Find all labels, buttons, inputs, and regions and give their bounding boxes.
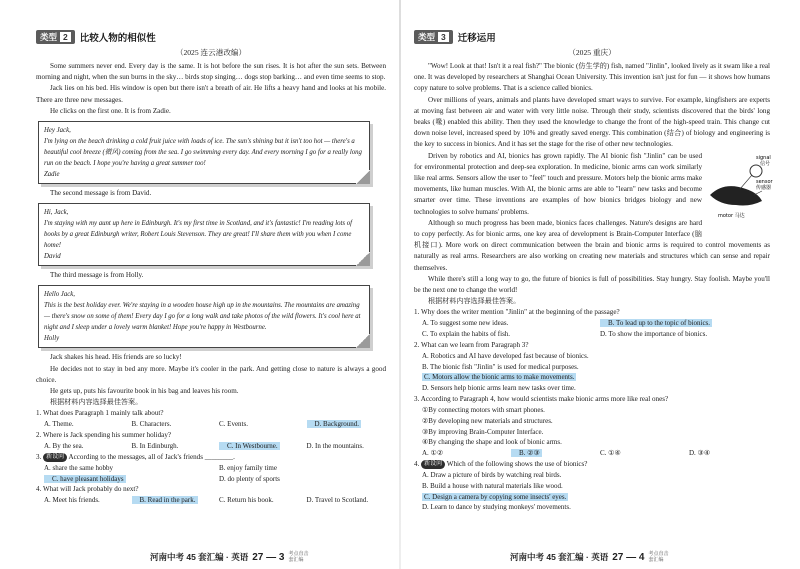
option[interactable]: B. In Edinburgh.: [131, 442, 179, 451]
type-tag: 类型 2: [36, 30, 75, 44]
paragraph: He clicks on the first one. It is from Zadie.: [50, 106, 171, 115]
page-fold-icon: [356, 170, 370, 184]
option[interactable]: A. By the sea.: [44, 442, 84, 451]
option[interactable]: A. Robotics and AI have developed fast because of bionics.: [422, 351, 589, 360]
question-1: 1. What does Paragraph 1 mainly talk about?: [36, 409, 164, 418]
paragraph: Jack lies on his bed. His window is open but there isn't a breath of air. He lifts a heavy hand and looks at his mobile. There are three new messages.: [36, 84, 386, 104]
option-answer[interactable]: B. To lead up to the topic of bionics.: [592, 318, 770, 329]
option[interactable]: D. In the mountains.: [306, 442, 364, 451]
option[interactable]: D. Sensors help bionic arms learn new tasks over time.: [422, 384, 576, 393]
option-answer[interactable]: C. In Westbourne.: [211, 441, 299, 452]
page-fold-icon: [356, 334, 370, 348]
option[interactable]: B. Build a house with natural materials like wood.: [422, 481, 563, 490]
paragraph: "Wow! Look at that! Isn't it a real fish?" The bionic (仿生学的) fish, named "Jinlin", looked lively as it swam like a real one. It was developed by researchers at Shanghai Ocean University. This invention isn't just for fun — it shows how humans copy nature to solve problems. That is a science called bionics.: [414, 62, 770, 93]
option-answer[interactable]: C. Motors allow the bionic arms to make movements.: [424, 373, 575, 382]
motor-label: motor 马达: [718, 212, 745, 219]
option[interactable]: C. Events.: [219, 420, 248, 429]
question-3: 3. 新设问 According to the messages, all of Jack's friends ________.: [36, 452, 235, 461]
paragraph: He decides not to stay in bed any more. Maybe it's cooler in the park. And getting close to nature is always a good choice.: [36, 364, 386, 384]
option[interactable]: C. To explain the habits of fish.: [422, 330, 511, 339]
question-4: 4. 新设问 Which of the following shows the use of bionics?: [414, 460, 588, 469]
paragraph: Some summers never end. Every day is the same. It is hot before the sun rises. It is hot after the sun sets. Between morning and night, when the sun burns in the sky… birds stop singing… dogs stop barking… and even time seems to stop.: [36, 62, 386, 82]
svg-text:传感器: 传感器: [756, 184, 772, 191]
svg-text:信号: 信号: [760, 160, 771, 167]
message-card-david: Hi, Jack, I'm staying with my aunt up here in Edinburgh. It's my first time in Scotland, and it's fantastic! I'm reading lots of books by a great Edinburgh writer, Robert Louis Stevenson. They are great! I'll share them with you when I come home! David: [38, 203, 370, 266]
paragraph: Over millions of years, animals and plants have developed smart ways to survive. For example, kingfishers are experts at moving fast between air and water with very little noise. Through their study, scientists discovered that the birds' long beaks (喙) enabled this ability. Then they used the knowledge to change the front of the high-speed train. This change cut down noise level, increased speed by 10% and greatly saved energy. This combination (结合) of biology and engineering is the key to success in bionics. And it has set the stage for the rise of other new technologies.: [414, 95, 770, 149]
options-1: [36, 419, 386, 430]
type-tag: 类型 3: [414, 30, 453, 44]
arm-shape: [710, 186, 762, 205]
source-label: （2025 重庆）: [568, 48, 616, 57]
paragraph: Although so much progress has been made, bionics faces challenges. Nature's designs are hard to copy perfectly. As for bionic arms, one key area of development is Brain-Computer Interface (脑机接口). More work on direct communication between the brain and bionic arms is required to control movements as naturally as real arms. Researchers are also working on creating new materials and structures which can sense and repair themselves.: [414, 218, 770, 272]
statement: ③By improving Brain-Computer Interface.: [422, 427, 544, 436]
section-title: 比较人物的相似性: [79, 33, 156, 44]
sensor-label: sensor: [756, 178, 773, 185]
options-3a: [36, 463, 386, 474]
paragraph: He gets up, puts his favourite book in his bag and leaves his room.: [50, 387, 239, 396]
option[interactable]: B. enjoy family time: [219, 463, 277, 472]
option[interactable]: A. ①②: [422, 449, 444, 458]
new-question-badge: 新设问: [421, 460, 445, 469]
right-page: [400, 0, 800, 569]
paragraph: Driven by robotics and AI, bionics has grown rapidly. The AI bionic fish "Jinlin" can be used for environmental protection and deep-sea exploration. In medicine, bionic arms can work similarly like real arms. Sensors allow the user to "feel" touch and pressure. Motors help the bionic arms make movements, like human muscles. With AI, the bionic arms are able to "learn" new tasks and become smarter over time. These inventions are examples of how bionics bridges biology and new technologies to solve humans' problems.: [414, 151, 702, 216]
paragraph: The second message is from David.: [50, 189, 152, 198]
section-title: 迁移运用: [457, 33, 496, 44]
option[interactable]: A. Draw a picture of birds by watching real birds.: [422, 471, 562, 480]
option[interactable]: D. To show the importance of bionics.: [600, 330, 708, 339]
bionic-arm-diagram: [706, 151, 773, 231]
option[interactable]: A. Meet his friends.: [44, 496, 100, 505]
options-2: [36, 441, 386, 452]
options-3: [414, 448, 770, 459]
option[interactable]: A. Theme.: [44, 420, 74, 429]
signal-label: signal: [756, 154, 771, 161]
page-number: 27 — 4: [612, 551, 645, 563]
section-header: [36, 30, 386, 44]
option-answer[interactable]: B. Read in the park.: [124, 495, 212, 506]
option[interactable]: D. ③④: [689, 449, 711, 458]
question-3: 3. According to Paragraph 4, how would scientists make bionic arms more like real ones?: [414, 395, 669, 404]
option-answer[interactable]: B. ②③: [503, 448, 592, 459]
instruction: 根据材料内容选择最佳答案。: [428, 297, 521, 306]
message-card-holly: Hello Jack, This is the best holiday ever. We're staying in a wooden house high up in the mountains. The mountains are amazing — there's snow on some of them! Every day I go for a long walk and take photos of the wild flowers. It's cool here at night and I sleep under a lovely warm blanket! Hope you're happy in Westbourne. Holly: [38, 285, 370, 348]
page-footer: 河南中考 45 套汇编 · 英语 27 — 4 考点直击 套汇编: [510, 551, 669, 563]
question-2: 2. Where is Jack spending his summer holiday?: [36, 431, 172, 440]
option[interactable]: B. Characters.: [131, 420, 172, 429]
option[interactable]: D. Learn to dance by studying monkeys' movements.: [422, 503, 571, 512]
statement: ②By developing new materials and structures.: [422, 416, 553, 425]
page-number: 27 — 3: [252, 551, 285, 563]
option-answer[interactable]: C. have pleasant holidays: [36, 474, 211, 485]
question-2: 2. What can we learn from Paragraph 3?: [414, 340, 529, 349]
message-card-zadie: Hey Jack, I'm lying on the beach drinking a cold fruit juice with loads of ice. The sun's shining but it isn't too hot — there's a beautiful cool breeze (微风) coming from the sea. I go swimming every day. And every morning I go for a really long run on the beach. I hope you're having a great summer too! Zadie: [38, 121, 370, 184]
option-answer[interactable]: D. Background.: [299, 419, 387, 430]
new-question-badge: 新设问: [43, 453, 67, 462]
options-1a: [414, 318, 770, 329]
instruction: 根据材料内容选择最佳答案。: [50, 398, 143, 407]
question-1: 1. Why does the writer mention "Jinlin" at the beginning of the passage?: [414, 308, 620, 317]
paragraph: The third message is from Holly.: [50, 271, 144, 280]
option-answer[interactable]: C. Design a camera by copying some insects' eyes.: [424, 492, 567, 501]
paragraph: Jack shakes his head. His friends are so lucky!: [50, 353, 182, 362]
paragraph: While there's still a long way to go, the future of bionics is full of possibilities. Stay hungry. Stay foolish. Maybe you'll be the next one to change the world!: [414, 274, 770, 295]
option[interactable]: B. The bionic fish "Jinlin" is used for medical purposes.: [422, 362, 579, 371]
option[interactable]: C. ①④: [600, 449, 621, 458]
option[interactable]: C. Return his book.: [219, 496, 274, 505]
statement: ①By connecting motors with smart phones.: [422, 406, 545, 415]
page-footer: 河南中考 45 套汇编 · 英语 27 — 3 考点直击 套汇编: [150, 551, 309, 563]
options-1b: [414, 329, 770, 340]
source-label: （2025 连云港改编）: [175, 48, 247, 57]
question-4: 4. What will Jack probably do next?: [36, 485, 139, 494]
statement: ④By changing the shape and look of bionic arms.: [422, 438, 562, 447]
options-3b: [36, 474, 386, 485]
section-header: [414, 30, 770, 44]
option[interactable]: A. To suggest some new ideas.: [422, 319, 509, 328]
option[interactable]: A. share the same hobby: [44, 463, 114, 472]
option[interactable]: D. do plenty of sports: [219, 474, 280, 483]
options-4: [36, 495, 386, 506]
page-fold-icon: [356, 252, 370, 266]
option[interactable]: D. Travel to Scotland.: [306, 496, 369, 505]
